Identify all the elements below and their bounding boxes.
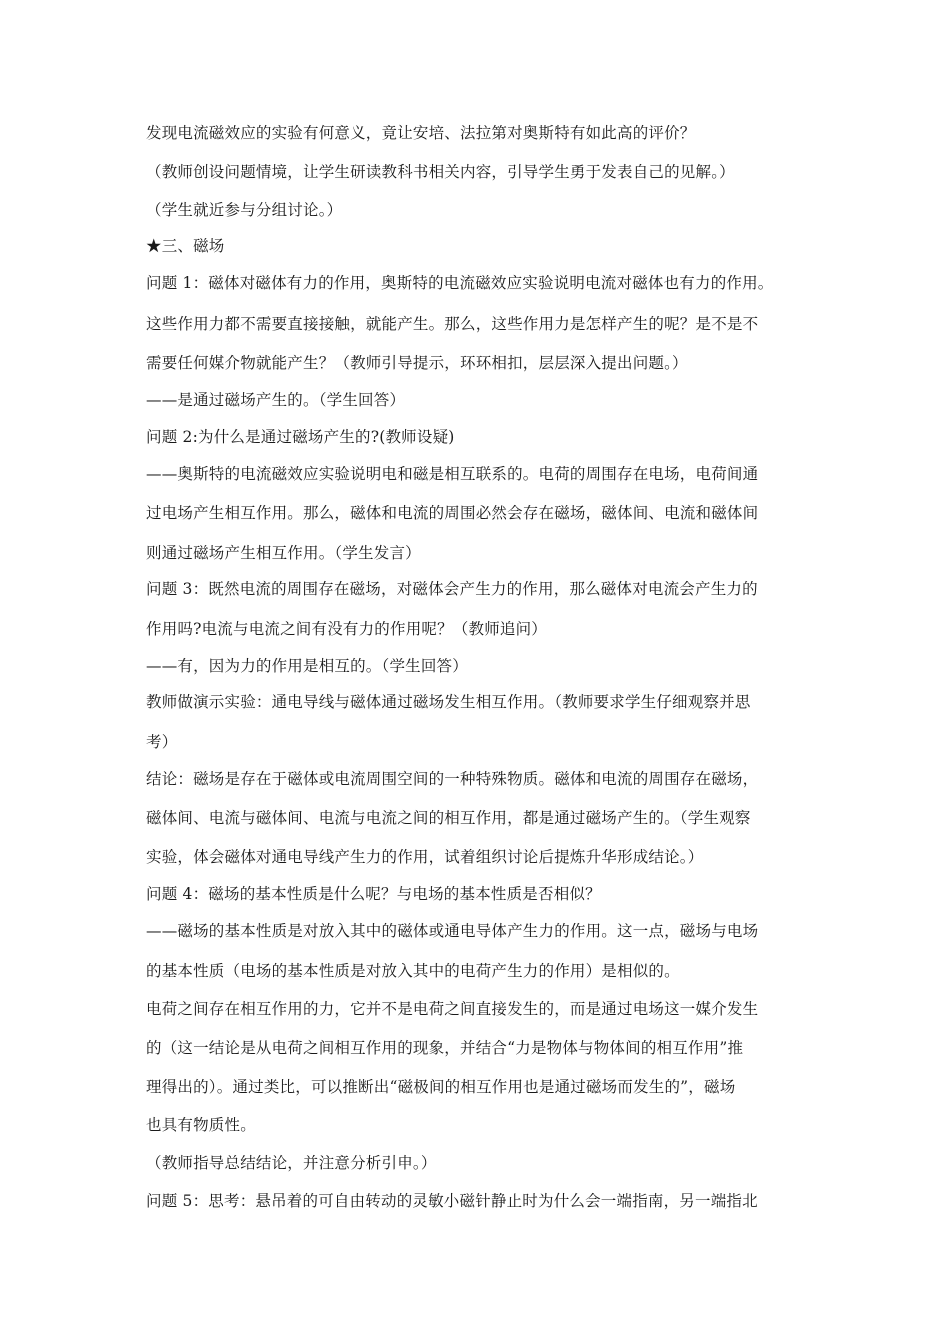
text-line: 也具有物质性。: [146, 1116, 256, 1134]
text-line: 磁体间、电流与磁体间、电流与电流之间的相互作用，都是通过磁场产生的。（学生观察: [146, 809, 751, 827]
text-line: 问题 1：磁体对磁体有力的作用，奥斯特的电流磁效应实验说明电流对磁体也有力的作用。: [146, 274, 774, 292]
text-line: 发现电流磁效应的实验有何意义，竟让安培、法拉第对奥斯特有如此高的评价？: [146, 124, 696, 142]
text-line: 问题 4：磁场的基本性质是什么呢？与电场的基本性质是否相似？: [146, 885, 601, 903]
text-line: （学生就近参与分组讨论。）: [146, 201, 343, 219]
text-line: 问题 5：思考：悬吊着的可自由转动的灵敏小磁针静止时为什么会一端指南，另一端指北: [146, 1192, 758, 1210]
text-line: 实验，体会磁体对通电导线产生力的作用，试着组织讨论后提炼升华形成结论。）: [146, 848, 704, 866]
text-line: 电荷之间存在相互作用的力，它并不是电荷之间直接发生的，而是通过电场这一媒介发生: [146, 1000, 759, 1018]
text-line: 的基本性质（电场的基本性质是对放入其中的电荷产生力的作用）是相似的。: [146, 962, 680, 980]
text-line: （教师指导总结结论，并注意分析引申。）: [146, 1154, 437, 1172]
text-line: 需要任何媒介物就能产生？（教师引导提示，环环相扣，层层深入提出问题。）: [146, 354, 688, 372]
text-line: 这些作用力都不需要直接接触，就能产生。那么，这些作用力是怎样产生的呢？是不是不: [146, 315, 759, 333]
text-line: 结论：磁场是存在于磁体或电流周围空间的一种特殊物质。磁体和电流的周围存在磁场，: [146, 770, 759, 788]
section-heading: ★三、磁场: [146, 237, 225, 255]
text-line: 问题 3：既然电流的周围存在磁场，对磁体会产生力的作用，那么磁体对电流会产生力的: [146, 580, 758, 598]
text-line: 考）: [146, 733, 178, 751]
text-line: ——奥斯特的电流磁效应实验说明电和磁是相互联系的。电荷的周围存在电场，电荷间通: [146, 465, 759, 483]
text-line: 理得出的）。通过类比，可以推断出“磁极间的相互作用也是通过磁场而发生的”，磁场: [146, 1078, 736, 1096]
text-line: 教师做演示实验：通电导线与磁体通过磁场发生相互作用。（教师要求学生仔细观察并思: [146, 693, 751, 711]
text-line: ——磁场的基本性质是对放入其中的磁体或通电导体产生力的作用。这一点，磁场与电场: [146, 922, 759, 940]
text-line: ——有，因为力的作用是相互的。（学生回答）: [146, 657, 468, 675]
text-line: ——是通过磁场产生的。（学生回答）: [146, 391, 406, 409]
text-line: 作用吗?电流与电流之间有没有力的作用呢？（教师追问）: [146, 620, 548, 638]
text-line: 问题 2:为什么是通过磁场产生的?(教师设疑): [146, 428, 455, 446]
text-line: 过电场产生相互作用。那么，磁体和电流的周围必然会存在磁场，磁体间、电流和磁体间: [146, 504, 759, 522]
text-line: 的（这一结论是从电荷之间相互作用的现象，并结合“力是物体与物体间的相互作用”推: [146, 1039, 744, 1057]
text-line: （教师创设问题情境，让学生研读教科书相关内容，引导学生勇于发表自己的见解。）: [146, 163, 735, 181]
text-line: 则通过磁场产生相互作用。（学生发言）: [146, 544, 421, 562]
